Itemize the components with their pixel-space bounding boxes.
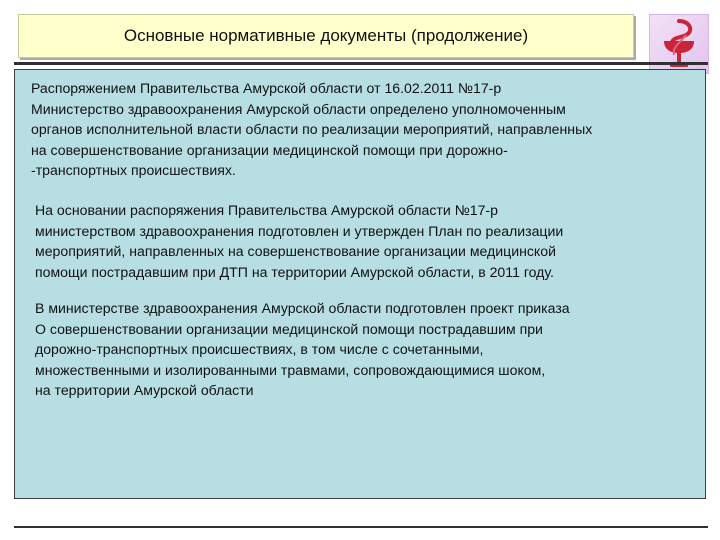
text-line: Распоряжением Правительства Амурской области от 16.02.2011 №17-р — [31, 80, 502, 96]
text-line: В министерстве здравоохранения Амурской области подготовлен проект приказа — [35, 300, 570, 316]
paragraph-draft-order — [35, 298, 695, 401]
header-divider — [14, 62, 708, 65]
paragraph-decree — [31, 78, 703, 181]
bowl-of-hygieia-icon — [649, 14, 709, 74]
text-line: на территории Амурской области — [35, 382, 254, 398]
text-line: На основании распоряжения Правительства Амурской области №17-р — [35, 202, 498, 218]
paragraph-plan — [35, 200, 695, 282]
text-line: на совершенствование организации медицинской помощи при дорожно- — [31, 141, 508, 158]
text-line: министерством здравоохранения подготовлен и утвержден План по реализации — [35, 222, 564, 239]
text-line: мероприятий, направленных на совершенствование организации медицинской — [35, 243, 556, 259]
slide-title: Основные нормативные документы (продолжение) — [123, 26, 529, 45]
text-line: дорожно-транспортных происшествиях, в том числе с сочетанными, — [35, 341, 484, 357]
content-panel — [14, 69, 706, 499]
footer-divider — [14, 526, 708, 528]
text-line: Министерство здравоохранения Амурской области определено уполномоченным — [31, 100, 566, 117]
title-bar — [18, 14, 634, 58]
text-line: О совершенствовании организации медицинской помощи пострадавшим при — [35, 320, 543, 337]
text-line: органов исполнительной власти области по реализации мероприятий, направленных — [31, 121, 593, 137]
text-line: -транспортных происшествиях. — [31, 162, 236, 178]
text-line: помощи пострадавшим при ДТП на территории Амурской области, в 2011 году. — [35, 263, 554, 280]
text-line: множественными и изолированными травмами, сопровождающимися шоком, — [35, 361, 546, 378]
